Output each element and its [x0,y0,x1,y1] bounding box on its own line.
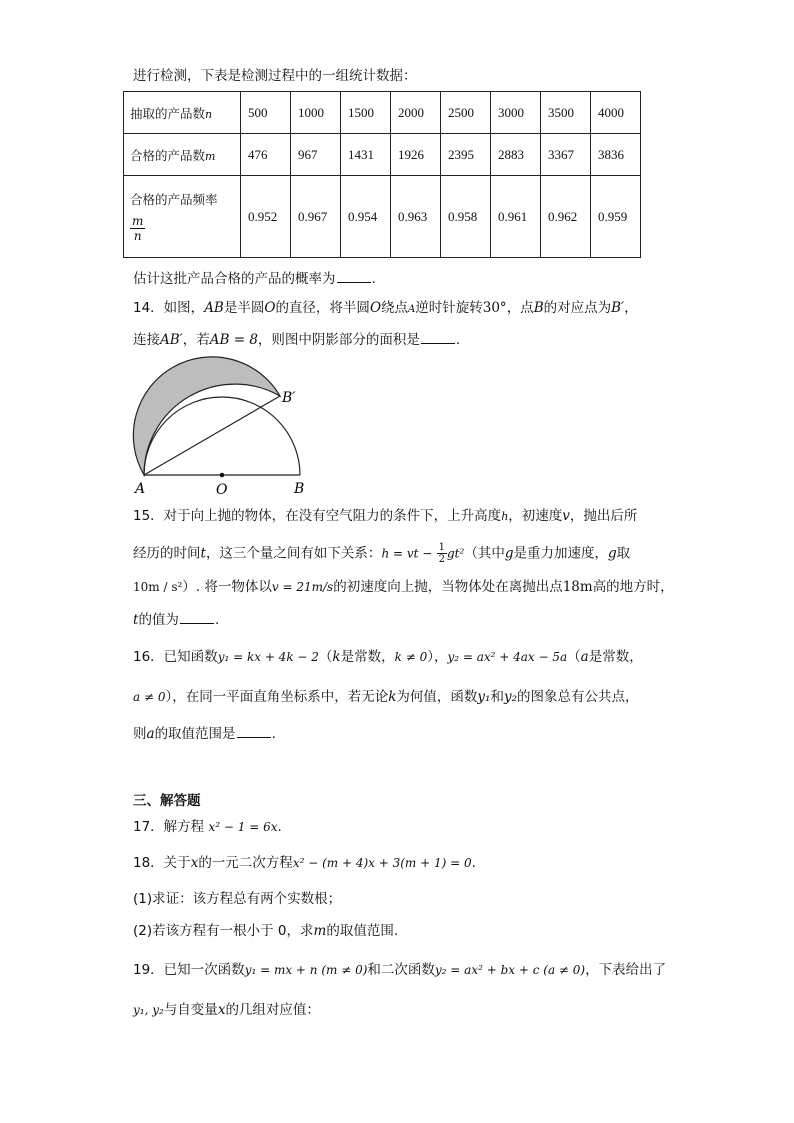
table-cell: 0.961 [491,176,541,258]
q15-line4: t的值为 . [133,609,219,630]
statistics-table [123,91,641,258]
answer-blank[interactable] [180,609,214,624]
table-cell: 0.954 [341,176,391,258]
table-row [124,176,641,258]
center-point-o [220,473,225,478]
table-header-cell: 合格的产品数m [124,134,241,176]
table-row [124,92,641,134]
q15-line1: 15．对于向上抛的物体，在没有空气阻力的条件下，上升高度h，初速度v，抛出后所 [133,508,638,524]
table-cell: 2500 [441,92,491,134]
label-b-prime: B′ [282,390,296,406]
q19-line1: 19．已知一次函数y₁ = mx + n (m ≠ 0)和二次函数y₂ = ax² + bx + c (a ≠ 0)，下表给出了 [133,962,667,978]
intro-text: 进行检测，下表是检测过程中的一组统计数据： [133,68,417,84]
q15-line2: 经历的时间t，这三个量之间有如下关系：h = vt − $\frac{1}{2}$ gt²（其中g是重力加速度，g取 [133,542,631,565]
table-cell: 1431 [341,134,391,176]
q14-line1: 14．如图，AB是半圆O的直径，将半圆O绕点A逆时针旋转30°，点B的对应点为B′， [133,300,638,316]
table-cell: 3000 [491,92,541,134]
q16-line3: 则a的取值范围是 . [133,723,276,744]
table-cell: 500 [241,92,291,134]
table-cell: 0.958 [441,176,491,258]
q18-part1: (1)求证：该方程总有两个实数根； [133,891,342,907]
answer-blank[interactable] [237,723,271,738]
table-cell: 3836 [591,134,641,176]
table-header-cell: 合格的产品频率 $\frac{m}{n}$ [124,176,241,258]
answer-blank[interactable] [337,268,371,283]
q15-line3: 10m / s²）. 将一物体以v = 21m/s的初速度向上抛，当物体处在离抛出点18m高的地方时， [133,579,674,595]
q18-part2: (2)若该方程有一根小于 0，求m的取值范围. [133,923,399,939]
table-cell: 3500 [541,92,591,134]
table-cell: 1500 [341,92,391,134]
label-o: O [216,482,228,496]
table-cell: 4000 [591,92,641,134]
table-cell: 0.959 [591,176,641,258]
table-cell: 3367 [541,134,591,176]
table-cell: 1000 [291,92,341,134]
label-b: B [294,481,305,496]
table-cell: 476 [241,134,291,176]
table-cell: 2395 [441,134,491,176]
table-cell: 1926 [391,134,441,176]
table-cell: 0.952 [241,176,291,258]
table-cell: 0.963 [391,176,441,258]
table-cell: 2883 [491,134,541,176]
table-cell: 2000 [391,92,441,134]
q14-line2: 连接AB′，若AB = 8，则图中阴影部分的面积是 . [133,329,460,350]
table-header-cell: 抽取的产品数n [124,92,241,134]
q13-question-end: 估计这批产品合格的产品的概率为 . [133,268,376,289]
shaded-region [133,357,280,475]
table-cell: 0.962 [541,176,591,258]
q18-line: 18．关于x的一元二次方程x² − (m + 4)x + 3(m + 1) = 0. [133,855,476,871]
table-cell: 967 [291,134,341,176]
table-row [124,134,641,176]
q16-line2: a ≠ 0），在同一平面直角坐标系中，若无论k为何值，函数y₁和y₂的图象总有公共点， [133,689,639,705]
label-a: A [135,481,146,496]
section-heading: 三、解答题 [133,793,201,809]
semicircle-rotation-figure [126,356,316,496]
q16-line1: 16．已知函数y₁ = kx + 4k − 2（k是常数，k ≠ 0），y₂ = ax² + 4ax − 5a（a是常数， [133,649,643,665]
q19-line2: y₁, y₂与自变量x的几组对应值： [133,1002,320,1018]
answer-blank[interactable] [421,329,455,344]
table-cell: 0.967 [291,176,341,258]
q17-line: 17．解方程 x² − 1 = 6x. [133,819,282,835]
